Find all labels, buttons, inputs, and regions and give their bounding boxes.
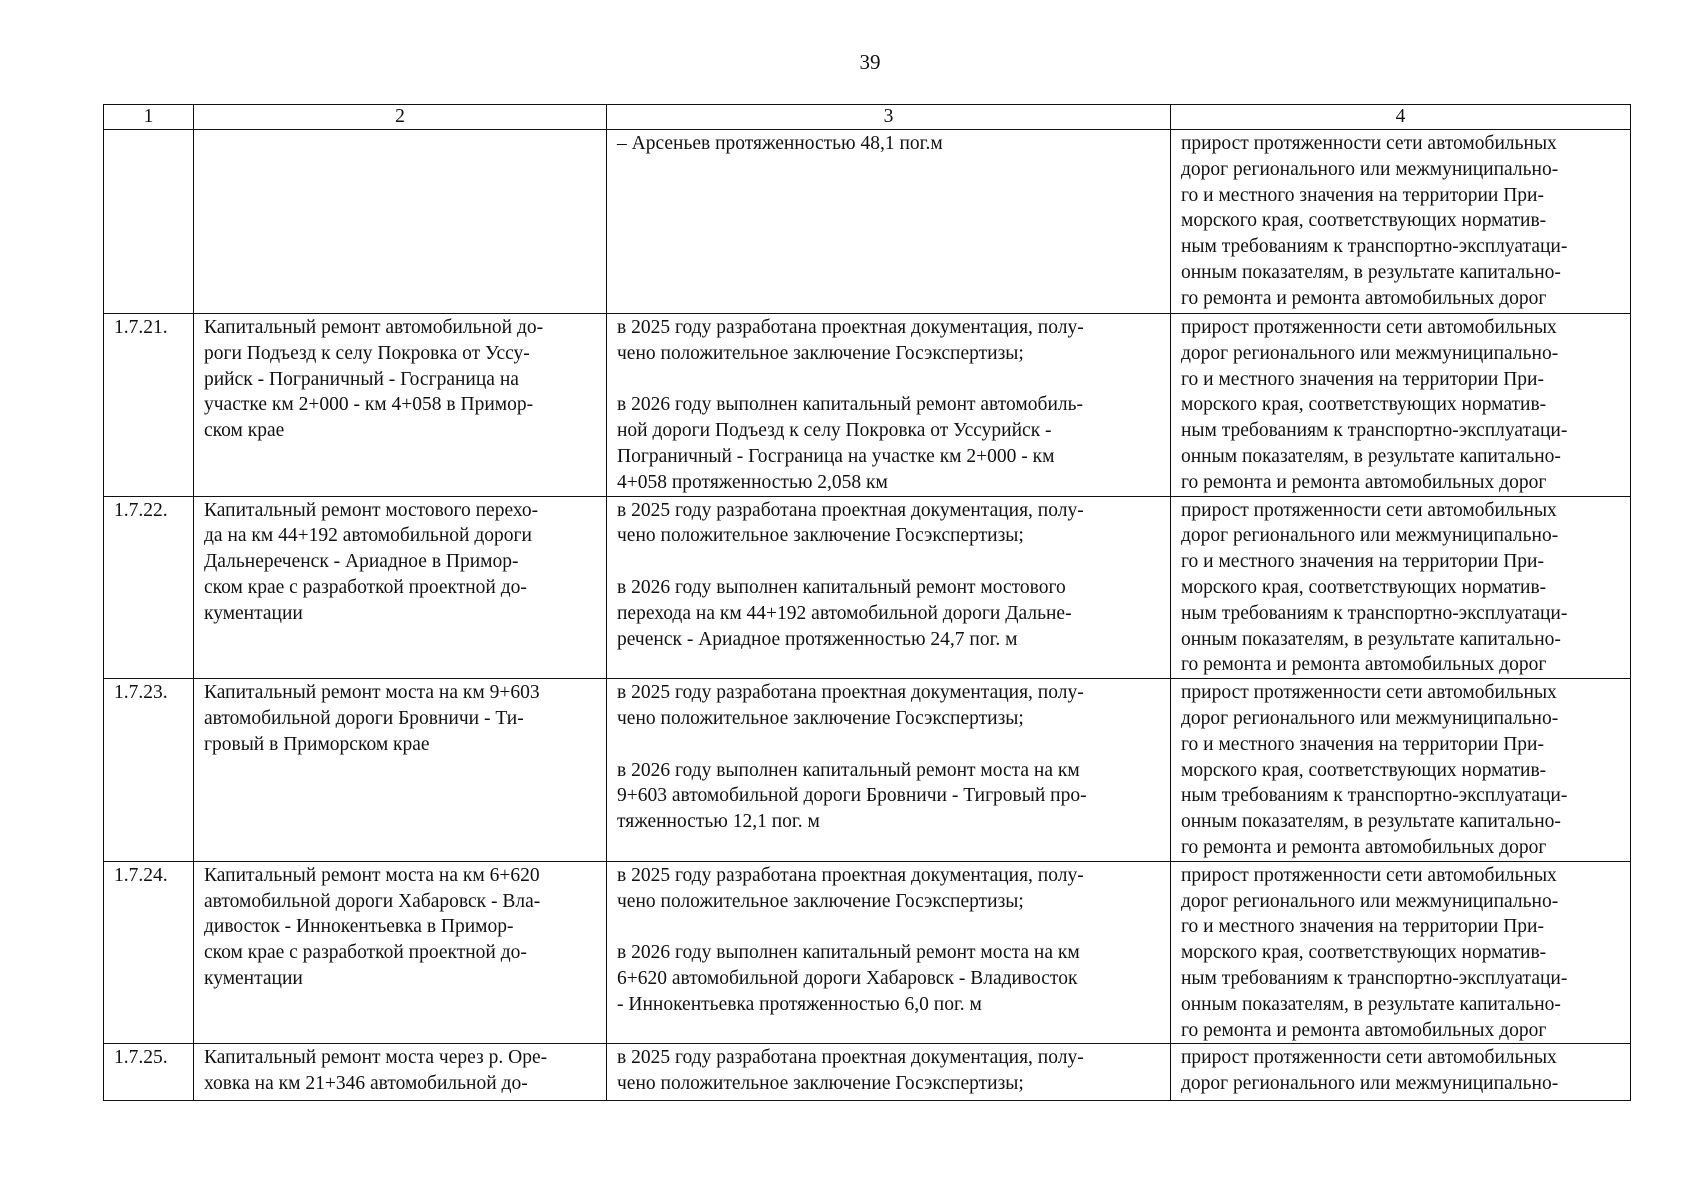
indicator bbox=[1171, 314, 1631, 497]
text-line: в 2025 году разработана проектная документация, полу- bbox=[617, 864, 1084, 886]
text-line: онным показателям, в результате капитально- bbox=[1181, 811, 1561, 833]
column-header: 4 bbox=[1171, 105, 1631, 130]
text-line: реченск - Ариадное протяженностью 24,7 пог. м bbox=[617, 628, 1018, 650]
text-line: – Арсеньев протяженностью 48,1 пог.м bbox=[617, 133, 943, 154]
text-line: в 2026 году выполнен капитальный ремонт мостового bbox=[617, 576, 1066, 598]
table-row bbox=[104, 1044, 1631, 1101]
text-line: онным показателям, в результате капитально- bbox=[1181, 445, 1561, 467]
text-line: онным показателям, в результате капитально- bbox=[1181, 628, 1561, 650]
text-line: Капитальный ремонт моста на км 9+603 bbox=[204, 682, 540, 704]
item-number: 1.7.25. bbox=[104, 1044, 194, 1101]
page-number: 39 bbox=[859, 50, 881, 74]
paragraph-gap bbox=[617, 732, 1162, 758]
text-line: чено положительное заключение Госэкспертизы; bbox=[617, 890, 1024, 912]
text-line: ском крае с разработкой проектной до- bbox=[204, 576, 527, 598]
item-number: 1.7.22. bbox=[104, 496, 194, 679]
text-line: Капитальный ремонт мостового перехо- bbox=[204, 499, 539, 521]
text-line: перехода на км 44+192 автомобильной дороги Дальне- bbox=[617, 602, 1072, 624]
text-line: в 2026 году выполнен капитальный ремонт моста на км bbox=[617, 942, 1080, 964]
activity-name bbox=[194, 130, 607, 314]
text-line: морского края, соответствующих норматив- bbox=[1181, 210, 1547, 232]
table-row bbox=[104, 496, 1631, 679]
text-line: в 2025 году разработана проектная документация, полу- bbox=[617, 317, 1084, 338]
text-line: чено положительное заключение Госэкспертизы; bbox=[617, 1073, 1024, 1095]
text-line: 6+620 автомобильной дороги Хабаровск - Владивосток bbox=[617, 967, 1078, 989]
text-line: го ремонта и ремонта автомобильных дорог bbox=[1181, 836, 1547, 858]
text-line: го и местного значения на территории При- bbox=[1181, 368, 1544, 390]
text-line: го и местного значения на территории При- bbox=[1181, 184, 1544, 206]
text-line: прирост протяженности сети автомобильных bbox=[1181, 499, 1557, 521]
table-row bbox=[104, 861, 1631, 1044]
text-line: Дальнереченск - Ариадное в Примор- bbox=[204, 551, 519, 573]
indicator bbox=[1171, 1044, 1631, 1101]
text-line: да на км 44+192 автомобильной дороги bbox=[204, 525, 532, 547]
text-line: го ремонта и ремонта автомобильных дорог bbox=[1181, 1019, 1547, 1041]
text-line: дивосток - Иннокентьевка в Примор- bbox=[204, 916, 514, 938]
item-number: 1.7.21. bbox=[104, 314, 194, 497]
table-header-row bbox=[104, 105, 1631, 130]
activity-name bbox=[194, 314, 607, 497]
item-number: 1.7.24. bbox=[104, 861, 194, 1044]
table-row bbox=[104, 314, 1631, 497]
text-line: прирост протяженности сети автомобильных bbox=[1181, 864, 1557, 886]
indicator bbox=[1171, 130, 1631, 314]
expected-result bbox=[607, 314, 1171, 497]
text-line: рийск - Пограничный - Госграница на bbox=[204, 368, 519, 390]
text-line: го и местного значения на территории При- bbox=[1181, 916, 1544, 938]
table-row bbox=[104, 130, 1631, 314]
activity-name bbox=[194, 1044, 607, 1101]
text-line: - Иннокентьевка протяженностью 6,0 пог. м bbox=[617, 993, 982, 1015]
text-line: в 2025 году разработана проектная документация, полу- bbox=[617, 1047, 1084, 1069]
text-line: ным требованиям к транспортно-эксплуатаци- bbox=[1181, 602, 1568, 624]
text-line: в 2026 году выполнен капитальный ремонт моста на км bbox=[617, 759, 1080, 781]
text-line: го ремонта и ремонта автомобильных дорог bbox=[1181, 471, 1547, 493]
expected-result bbox=[607, 1044, 1171, 1101]
text-line: морского края, соответствующих норматив- bbox=[1181, 394, 1547, 416]
text-line: ным требованиям к транспортно-эксплуатаци- bbox=[1181, 236, 1568, 258]
text-line: го ремонта и ремонта автомобильных дорог bbox=[1181, 654, 1547, 676]
item-number: 1.7.23. bbox=[104, 679, 194, 862]
text-line: участке км 2+000 - км 4+058 в Примор- bbox=[204, 394, 534, 416]
text-line: роги Подъезд к селу Покровка от Уссу- bbox=[204, 342, 530, 364]
indicator bbox=[1171, 679, 1631, 862]
item-number bbox=[104, 130, 194, 314]
column-header: 3 bbox=[607, 105, 1171, 130]
indicator bbox=[1171, 496, 1631, 679]
text-line: дорог регионального или межмуниципально- bbox=[1181, 707, 1559, 729]
column-header: 1 bbox=[104, 105, 194, 130]
text-line: Капитальный ремонт автомобильной до- bbox=[204, 317, 544, 338]
text-line: тяженностью 12,1 пог. м bbox=[617, 811, 820, 833]
text-line: дорог регионального или межмуниципально- bbox=[1181, 525, 1559, 547]
text-line: в 2025 году разработана проектная документация, полу- bbox=[617, 682, 1084, 704]
text-line: ной дороги Подъезд к селу Покровка от Уссурийск - bbox=[617, 420, 1052, 442]
text-line: Пограничный - Госграница на участке км 2+000 - км bbox=[617, 445, 1055, 467]
table-body bbox=[104, 130, 1631, 1101]
text-line: 9+603 автомобильной дороги Бровничи - Тигровый про- bbox=[617, 785, 1087, 807]
text-line: го ремонта и ремонта автомобильных дорог bbox=[1181, 287, 1547, 309]
text-line: автомобильной дороги Хабаровск - Вла- bbox=[204, 890, 541, 912]
text-line: ным требованиям к транспортно-эксплуатаци- bbox=[1181, 785, 1568, 807]
text-line: прирост протяженности сети автомобильных bbox=[1181, 1047, 1557, 1069]
paragraph-gap bbox=[617, 914, 1162, 940]
table-row bbox=[104, 679, 1631, 862]
expected-result bbox=[607, 679, 1171, 862]
text-line: дорог регионального или межмуниципально- bbox=[1181, 890, 1559, 912]
text-line: онным показателям, в результате капитально- bbox=[1181, 261, 1561, 283]
text-line: морского края, соответствующих норматив- bbox=[1181, 759, 1547, 781]
text-line: морского края, соответствующих норматив- bbox=[1181, 576, 1547, 598]
text-line: го и местного значения на территории При- bbox=[1181, 733, 1544, 755]
text-line: 4+058 протяженностью 2,058 км bbox=[617, 471, 888, 493]
text-line: дорог регионального или межмуниципально- bbox=[1181, 1073, 1559, 1095]
activity-name bbox=[194, 861, 607, 1044]
expected-result bbox=[607, 861, 1171, 1044]
paragraph-gap bbox=[617, 549, 1162, 575]
text-line: го и местного значения на территории При- bbox=[1181, 551, 1544, 573]
text-line: ском крае bbox=[204, 420, 285, 442]
text-line: гровый в Приморском крае bbox=[204, 733, 430, 755]
text-line: прирост протяженности сети автомобильных bbox=[1181, 317, 1557, 338]
text-line: чено положительное заключение Госэкспертизы; bbox=[617, 342, 1024, 364]
expected-result bbox=[607, 130, 1171, 314]
text-line: в 2026 году выполнен капитальный ремонт автомобиль- bbox=[617, 394, 1083, 416]
text-line: ным требованиям к транспортно-эксплуатаци- bbox=[1181, 967, 1568, 989]
text-line: дорог регионального или межмуниципально- bbox=[1181, 342, 1559, 364]
text-line: кументации bbox=[204, 602, 303, 624]
activity-name bbox=[194, 496, 607, 679]
text-line: чено положительное заключение Госэкспертизы; bbox=[617, 707, 1024, 729]
program-table bbox=[103, 104, 1631, 1101]
activity-name bbox=[194, 679, 607, 862]
text-line: онным показателям, в результате капитально- bbox=[1181, 993, 1561, 1015]
text-line: прирост протяженности сети автомобильных bbox=[1181, 133, 1557, 154]
text-line: автомобильной дороги Бровничи - Ти- bbox=[204, 707, 524, 729]
text-line: прирост протяженности сети автомобильных bbox=[1181, 682, 1557, 704]
text-line: ском крае с разработкой проектной до- bbox=[204, 942, 527, 964]
text-line: кументации bbox=[204, 967, 303, 989]
text-line: Капитальный ремонт моста на км 6+620 bbox=[204, 864, 540, 886]
indicator bbox=[1171, 861, 1631, 1044]
text-line: чено положительное заключение Госэкспертизы; bbox=[617, 525, 1024, 547]
text-line: морского края, соответствующих норматив- bbox=[1181, 942, 1547, 964]
paragraph-gap bbox=[617, 367, 1162, 393]
text-line: Капитальный ремонт моста через р. Оре- bbox=[204, 1047, 548, 1069]
text-line: ховка на км 21+346 автомобильной до- bbox=[204, 1073, 528, 1095]
text-line: ным требованиям к транспортно-эксплуатаци- bbox=[1181, 420, 1568, 442]
column-header: 2 bbox=[194, 105, 607, 130]
text-line: дорог регионального или межмуниципально- bbox=[1181, 158, 1559, 180]
expected-result bbox=[607, 496, 1171, 679]
text-line: в 2025 году разработана проектная документация, полу- bbox=[617, 499, 1084, 521]
